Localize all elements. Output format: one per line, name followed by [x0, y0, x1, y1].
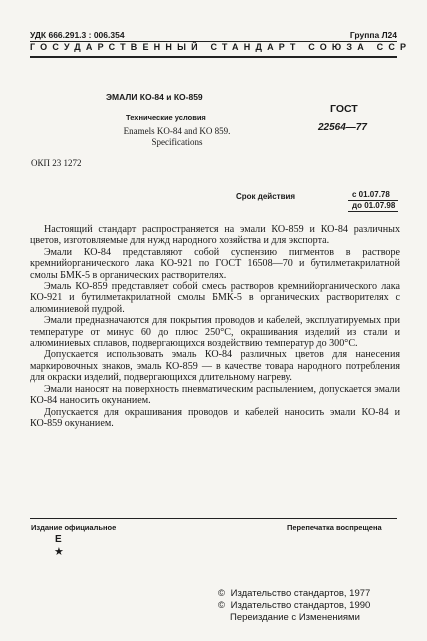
validity-to: до 01.07.98 — [352, 201, 396, 210]
copyright-icon: © — [218, 600, 225, 611]
paragraph-application: Эмали наносят на поверхность пневматическим распылением, допускается эмали КО-84 наносить окунанием. — [30, 383, 400, 407]
gost-number: 22564—77 — [318, 122, 367, 133]
e-mark: Е — [55, 534, 62, 545]
no-reprint-label: Перепечатка воспрещена — [287, 523, 382, 532]
paragraph-ko859: Эмаль КО-859 представляет собой смесь растворов кремнийорганического лака КО-921 и бутилметакрилатной смолы БМК-5 в органических растворителях с алюминиевой пудрой. — [30, 281, 400, 315]
validity-from: с 01.07.78 — [352, 190, 390, 199]
title-en — [112, 126, 242, 148]
header-rule-bottom — [30, 56, 397, 58]
star-icon: ★ — [54, 546, 64, 558]
copyright-1977 — [218, 588, 370, 599]
paragraph-ko84: Эмали КО-84 представляют собой суспензию пигментов в растворе кремнийорганического лака КО-921 по ГОСТ 16508—70 и бутилметакрилатной смолы БМК-5 в органических растворителях. — [30, 246, 400, 281]
copyright-1990-text: Издательство стандартов, 1990 — [230, 600, 371, 611]
okp-code: ОКП 23 1272 — [31, 158, 82, 168]
reissue-note: Переиздание с Изменениями — [230, 612, 360, 623]
group-code: Группа Л24 — [349, 30, 397, 40]
paragraph-marking: Допускается использовать эмаль КО-84 различных цветов для нанесения маркировочных знаков, эмаль КО-859 — в качестве товара народного потребления для окраски изделий, подвергающихся длительному нагреву. — [30, 349, 400, 384]
official-edition-label: Издание официальное — [31, 523, 117, 532]
paragraph-scope: Настоящий стандарт распространяется на эмали КО-859 и КО-84 различных цветов, изготовляемые для нужд народного хозяйства и для экспорта. — [30, 224, 400, 247]
title-en-line2: Specifications — [151, 137, 203, 147]
title-ru: ЭМАЛИ КО-84 и КО-859 — [106, 92, 203, 102]
udk-code: УДК 666.291.3 : 006.354 — [30, 30, 125, 40]
footer-rule — [30, 518, 397, 519]
gost-label: ГОСТ — [330, 103, 358, 115]
validity-label: Срок действия — [236, 192, 296, 201]
title-en-line1: Enamels KO-84 and KO 859. — [123, 126, 231, 136]
copyright-1977-text: Издательство стандартов, 1977 — [230, 588, 371, 599]
body-text — [30, 224, 400, 429]
validity-rule-2 — [348, 211, 398, 212]
paragraph-purpose: Эмали предназначаются для покрытия проводов и кабелей, эксплуатируемых при температуре от минус 60 до плюс 250°С, окрашивания изделий из стали и алюминиевых сплавов, подвергающихся воздействию температур до 300°С. — [30, 315, 400, 350]
copyright-1990 — [218, 600, 370, 611]
subtitle-ru: Технические условия — [126, 113, 206, 122]
state-standard-banner: ГОСУДАРСТВЕННЫЙ СТАНДАРТ СОЮЗА ССР — [30, 42, 412, 52]
copyright-icon: © — [218, 588, 225, 599]
paragraph-dipping: Допускается для окрашивания проводов и кабелей наносить эмали КО-84 и КО-859 окунанием. — [30, 406, 400, 429]
